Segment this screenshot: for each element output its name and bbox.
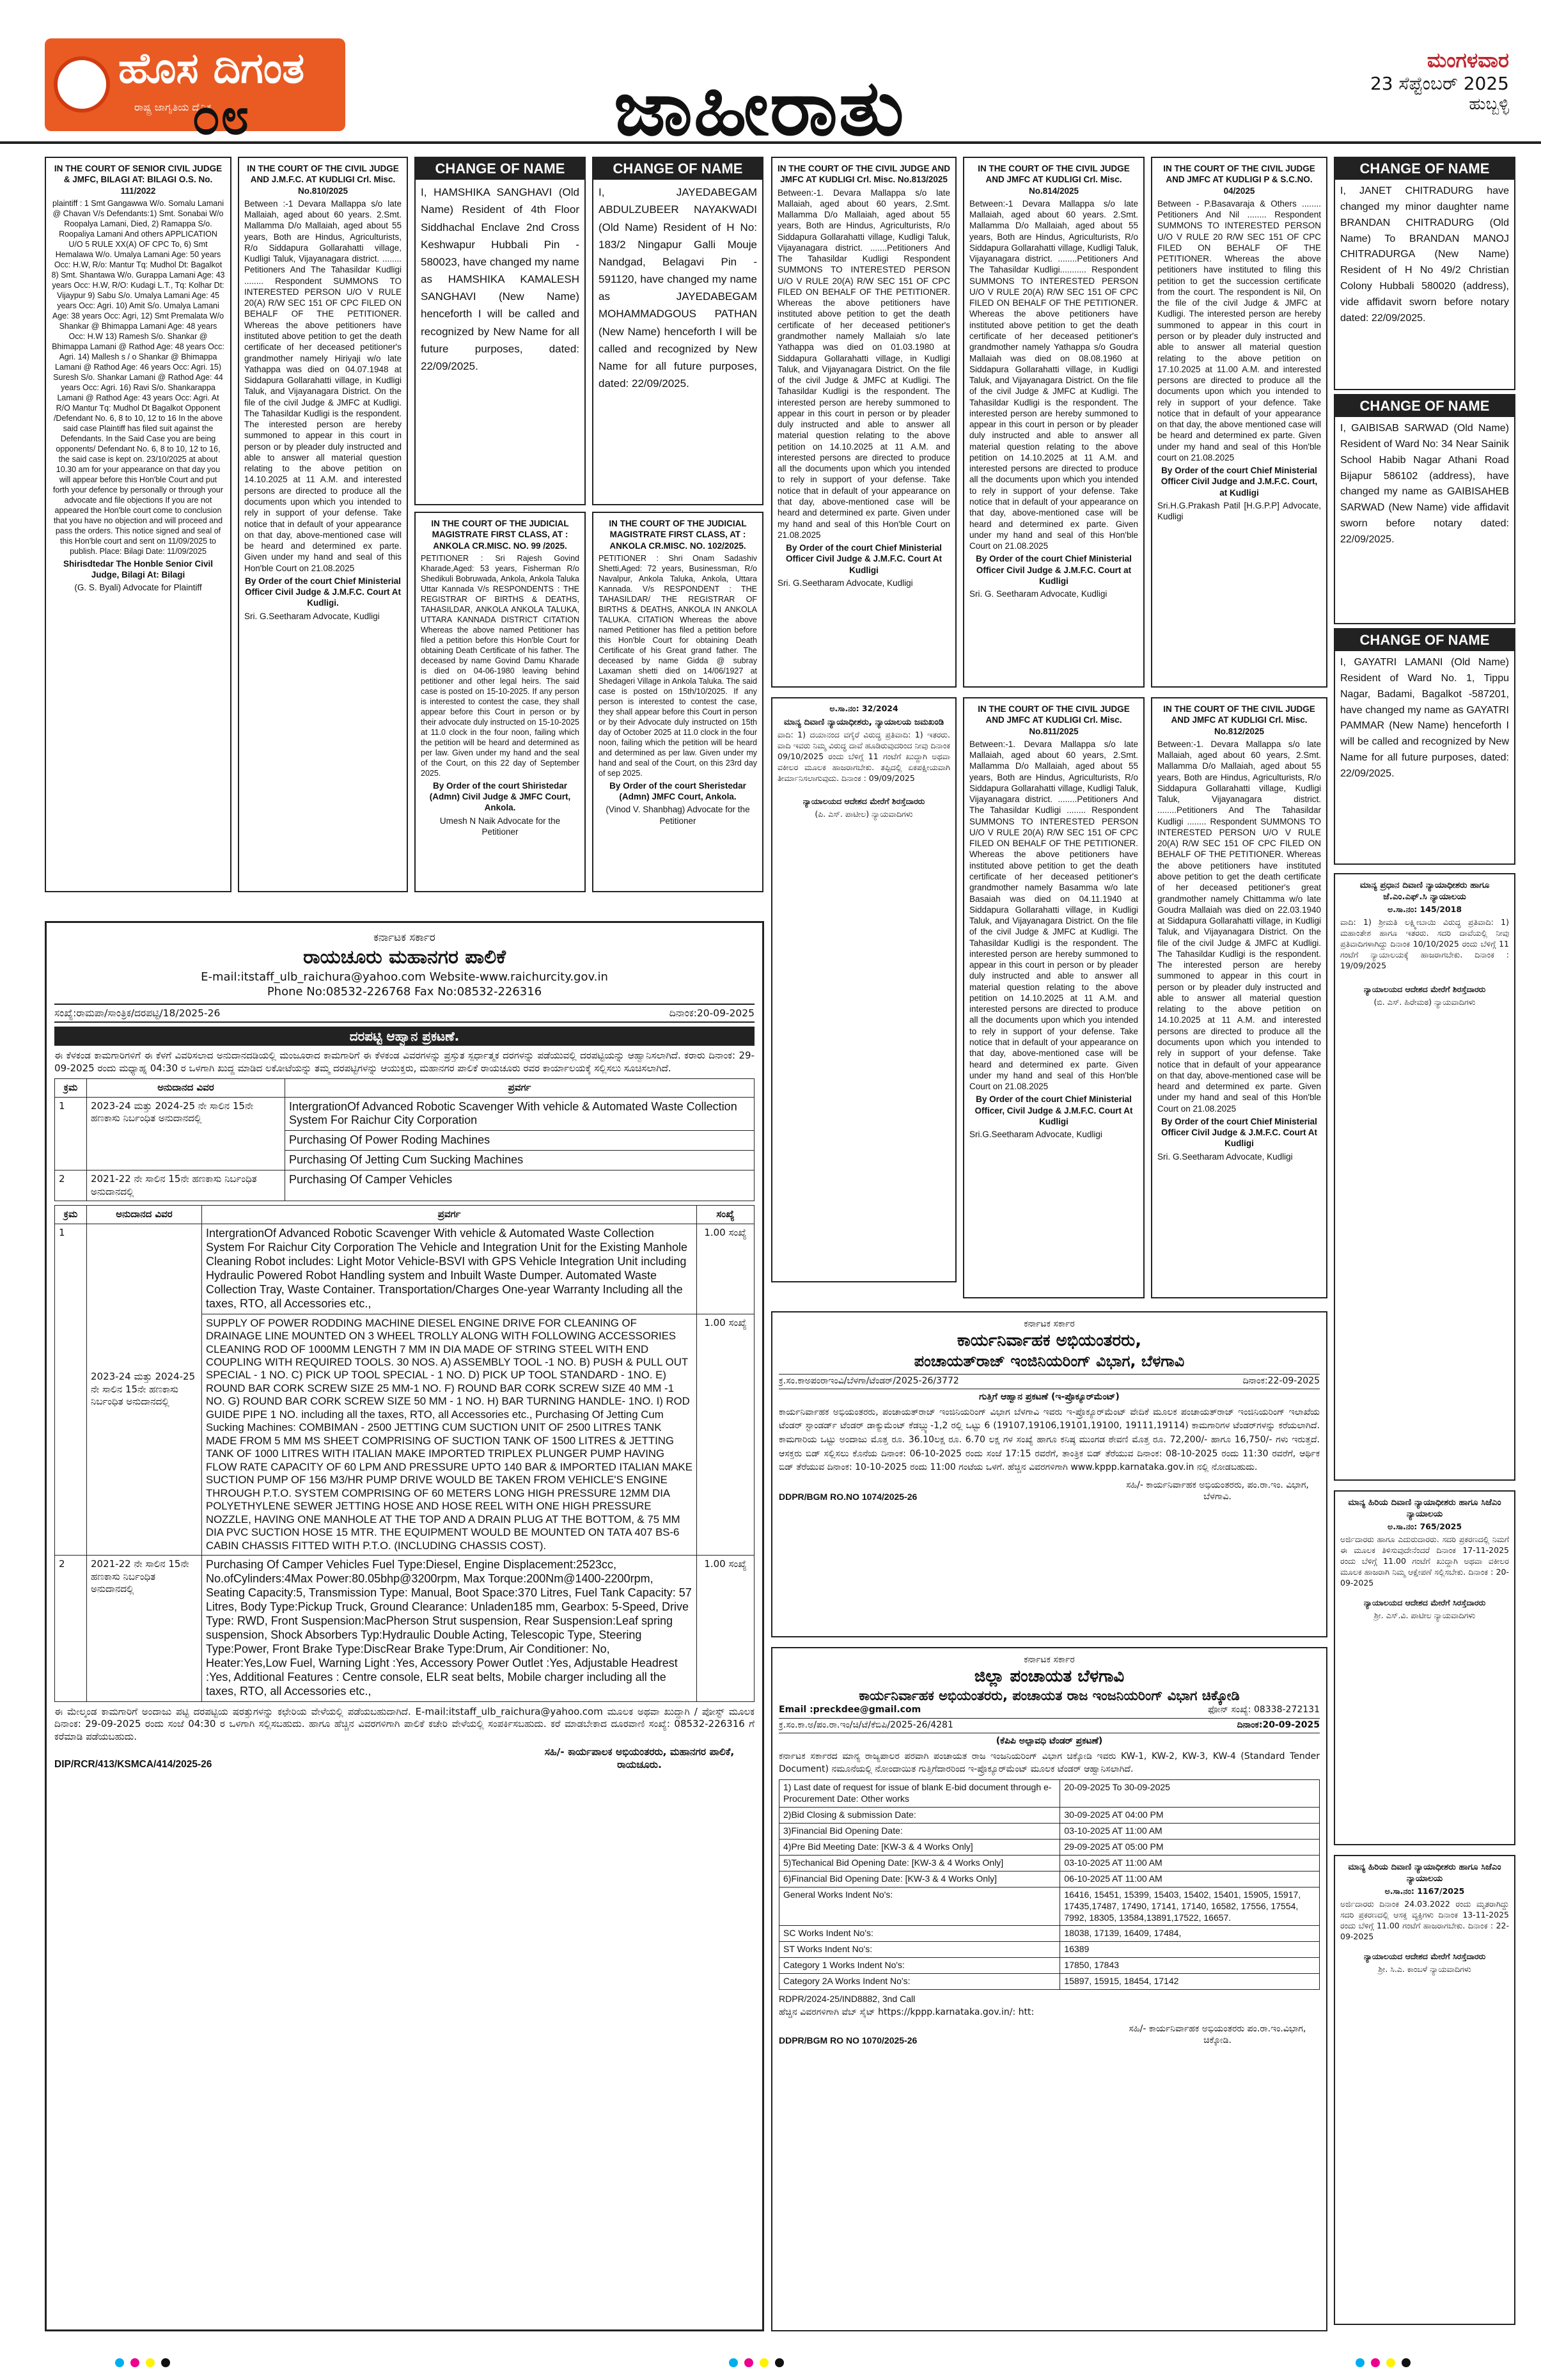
row-item: SUPPLY OF POWER RODDING MACHINE DIESEL ENGINE DRIVE FOR CLEANING OF DRAINAGE LINE MOUNTED ON 3 WHEEL TROLLY ALONG WITH FOLLOWING ACCESSORIES CLEANING ROD OF 1000MM LENGTH 7 MM IN DIA MADE OF STRING STEEL WITH END COUPLING WITH REQUIRED TOOLS. 30 NOS. A) ASSEMBLY TOOL -1 NO. B) PUSH & PULL OUT SPECIAL - 1 NO. C) PICK UP TOOL SPECIAL - 1 NO. D) PICK UP TOOL STANDARD - 1NO. E) ROUND BAR CORK SCREW SIZE 25 MM-1 NO. F) ROUND BAR CORK SCREW SIZE 40 MM -1 NO. G) ROUND BAR CORK SCREW SIZE 50 MM - 1 NO. H) BAR TURNING HANDLE- 1NO. I) ROD GUIDE PIPE 1 NO. including all the taxes, RTO, all Accessories etc., Purchasing Of Jetting Cum Sucking Machines: COMBIMAN - 2500 JETTING CUM SUCTION UNIT OF 2500 LITRES TANK MADE FROM 5 MM MS SHEET COMPRISING OF SUCTION TANK OF 1500 LITRES & JETTING TANK OF 1000 LITRES WITH ITALIAN MAKE IMPORTED TRIPLEX PLUNGER PUMP HAVING FLOW RATE CAPACITY OF 60 LPM AND PRESSURE UPTO 140 BAR & IMPORTED ITALIAN MAKE SUCTION PUMP OF 156 M3/HR PUMP DRIVE WOULD BE TAKEN FROM VEHICLE'S ENGINE THROUGH P.T.O. SYSTEM COMPRISING OF 60 METERS LONG HIGH PRESSURE 12MM DIA POLYETHYLENE SEWER JETTING HOSE AND HOSE REEL WITH ONE HIGH PRESSURE NOZZLE, HAVING ONE MANHOLE AT THE TOP AND A DRAIN PLUG AT THE BOTTOM, & 75 MM DIA PVC SUCTION HOSE 15 MTR. THE EQUIPMENT WOULD BE MOUNTED ON TATA 407 BS-6 CABIN CHASSIS FITTED WITH P.T.O. (INCLUDING CHASSIS COST). xyxy=(202,1314,697,1556)
col-header: ಅನುದಾನದ ವಿವರ xyxy=(87,1206,202,1224)
row-label: SC Works Indent No's: xyxy=(779,1926,1060,1942)
row-value: 15897, 15915, 18454, 17142 xyxy=(1060,1974,1320,1990)
table-row xyxy=(779,1974,1320,1990)
notice-kn-court-765 xyxy=(1334,1490,1515,1845)
notice-head: ಮಾನ್ಯ ಹಿರಿಯ ದಿವಾಣಿ ನ್ಯಾಯಾಧೀಶರು ಹಾಗೂ ಸಿಜೆಎಂ ನ್ಯಾಯಾಲಯ xyxy=(1348,1862,1501,1884)
row-qty: 1.00 ಸಂಖ್ಯೆ xyxy=(697,1314,755,1556)
notice-sign: ಸಹಿ/- ಕಾರ್ಯನಿರ್ವಾಹಕ ಅಭಿಯಂತರರು ಪಂ.ರಾ.ಇಂ.ವಿಭಾಗ, ಚಿಕ್ಕೋಡಿ. xyxy=(1129,2023,1306,2045)
notice-sign: ನ್ಯಾಯಾಲಯದ ಆದೇಶದ ಮೇರೆಗೆ ಸಿರಸ್ತೆದಾರರು xyxy=(1363,1597,1486,1607)
notice-body: ಕಾರ್ಯನಿರ್ವಾಹಕ ಅಭಿಯಂತರರು, ಪಂಚಾಯತ್‌ರಾಜ್ ಇಂಜಿನಿಯರಿಂಗ್ ವಿಭಾಗ ಬೆಳಗಾವಿ ಇವರು ಇ-ಪ್ರೊಕ್ಯೂರ್‌ಮೆಂಟ್ ವೇದಿಕೆ ಮೂಲಕ ಪಂಚಾಯತ್‌ರಾಜ್ ಇಂಜಿನಿಯರಿಂಗ್ ಇಲಾಖೆಯ ಟೆಂಡರ್ ಸ್ಟಾಂಡರ್ಡ್ ಟೆಂಡರ್ ಡಾಕ್ಯುಮೆಂಟ್ ಕೆಡಬ್ಲ್ಯು-1,2 ರಲ್ಲಿ ಒಟ್ಟು 6 (19107,19106,19101,19100, 19111,19114) ಕಾಮಗಾರಿಗಳ ಟೆಂಡರ್‌ಗಳನ್ನು ಕರೆಯಲಾಗಿದೆ. ಕಾಮಗಾರಿಯ ಒಟ್ಟು ಅಂದಾಜು ಮೊತ್ತ ರೂ. 36.10ಲಕ್ಷ ರೂ. 6.70 ಲಕ್ಷ ಗಳ ಸಂಖ್ಯೆ ಹಾಗೂ ಕನಿಷ್ಠ ಮುಂಗಡ ಠೇವಣಿ ಮೊತ್ತ ರೂ. 72,200/- ಹಾಗೂ 16,750/- ಗಳು ಇರುತ್ತದೆ. ಆಸಕ್ತರು ಬಿಡ್ ಸಲ್ಲಿಸಲು ಕೊನೆಯ ದಿನಾಂಕ: 06-10-2025 ರಂದು ಸಂಜೆ 17:15 ರವರೆಗೆ, ತಾಂತ್ರಿಕ ಬಿಡ್ ತೆರೆಯುವ ದಿನಾಂಕ: 08-10-2025 ರಂದು 11:30 ರವರೆಗೆ, ಆರ್ಥಿಕ ಬಿಡ್ ತೆರೆಯುವ ದಿನಾಂಕ: 10-10-2025 ರಂದು 11:00 ಗಂಟೆಯ ಒಳಗೆ. ಹೆಚ್ಚಿನ ವಿವರಗಳಿಗಾಗಿ www.kppp.karnataka.gov.in ನಲ್ಲಿ ನೋಡಬಹುದು. xyxy=(779,1407,1320,1473)
notice-body: PETITIONER : Sri Rajesh Govind Kharade,Aged: 53 years, Fisherman R/o Shedikuli Bobruwada, Ankola, Ankola Taluka Uttar Kannada V/s RESPONDENTS : THE REGISTRAR OF BIRTHS & DEATHS, TAHASILDAR, ANKOLA ANKOLA TALUKA, UTTARA KANNADA DISTRICT CITATION Whereas the above named Petitioner has filed a petition before this Hon'ble Court for obtaining Death Certificate of his father. The deceased by name Govind Damu Kharade is died on 04-06-1980 leaving behind petitioner and other legal heirs. The said case is posted on 15-10-2025. If any person is interested to contest the case, they shall appear before this Court in person or by their advocate duly instructed on 15-10-2025 at 11.0 clock in the four noon, failing which the petition will be heard and determined as per law. Given under my hand and the seal of the Court, on this 22 day of September 2025. xyxy=(421,553,579,778)
notice-body: I, GAYATRI LAMANI (Old Name) Resident of Ward No. 1, Tippu Nagar, Badami, Bagalkot -587201, have changed my name as GAYATRI PAMMAR (New Name) henceforth I will be called and recognized by New Name for all future purposes, dated: 22/09/2025. xyxy=(1340,657,1509,779)
notice-sign: By Order of the court Sheristedar (Admn) JMFC Court, Ankola. xyxy=(609,780,746,802)
notice-kudligi-psc-04 xyxy=(1151,157,1327,688)
org-subtitle: ಕಾರ್ಯನಿರ್ವಾಹಕ ಅಭಿಯಂತರರು, ಪಂಚಾಯತ ರಾಜ ಇಂಜನಿಯರಿಂಗ್ ವಿಭಾಗ ಚಿಕ್ಕೋಡಿ xyxy=(859,1688,1240,1704)
notice-head: IN THE COURT OF THE CIVIL JUDGE AND JMFC AT KUDLIGI Crl. Misc. No.812/2025 xyxy=(1163,704,1315,736)
notice-sign: By Order of the court Chief Ministerial Officer Civil Judge & J.M.F.C. Court At Kudligi xyxy=(1161,1116,1318,1149)
org-title: ಕಾರ್ಯನಿರ್ವಾಹಕ ಅಭಿಯಂತರರು, xyxy=(957,1330,1142,1350)
notice-body: ಕರ್ನಾಟಕ ಸರ್ಕಾರದ ಮಾನ್ಯ ರಾಜ್ಯಪಾಲರ ಪರವಾಗಿ ಪಂಚಾಯತ ರಾಜ ಇಂಜನಿಯರಿಂಗ್ ವಿಭಾಗ ಚಿಕ್ಕೋಡಿ ಇವರು KW-1, KW-2, KW-3, KW-4 (Standard Tender Document) ನಮೂನೆಯಲ್ಲಿ ನೋಂದಾಯಿತ ಗುತ್ತಿಗೆದಾರರಿಂದ ಇ-ಪ್ರೊಕ್ಯೂರ್‌ಮೆಂಟ್ ಮೂಲಕ ಟೆಂಡರ್ ಆಹ್ವಾನಿಸಲಾಗಿದೆ. xyxy=(779,1751,1320,1775)
notice-kudligi-812 xyxy=(1151,697,1327,1298)
notice-head: ಮಾನ್ಯ ದಿವಾಣಿ ನ್ಯಾಯಾಧೀಶರು, ನ್ಯಾಯಾಲಯ ಜಮಖಂಡಿ xyxy=(783,716,944,727)
magenta-dot-icon xyxy=(744,2358,753,2367)
tender-raichur-corporation xyxy=(45,921,764,2331)
table-row xyxy=(779,1887,1320,1926)
row-value: 29-09-2025 AT 05:00 PM xyxy=(1060,1839,1320,1855)
logo-emblem-icon xyxy=(54,56,110,113)
notice-bilagi-senior-civil xyxy=(45,157,231,892)
yellow-dot-icon xyxy=(146,2358,155,2367)
notice-sign: By Order of the court Chief Ministerial Officer, Civil Judge & J.M.F.C. Court At Kudligi xyxy=(974,1094,1133,1126)
section-title: ಜಾಹೀರಾತು xyxy=(614,64,905,153)
notice-advocate: (G. S. Byali) Advocate for Plaintiff xyxy=(74,583,202,593)
row-value: 18038, 17139, 16409, 17484, xyxy=(1060,1926,1320,1942)
ref-date: ದಿನಾಂಕ:20-09-2025 xyxy=(1237,1719,1320,1730)
notice-advocate: (Vinod V. Shanbhag) Advocate for the Petitioner xyxy=(606,805,750,826)
registration-marks xyxy=(1356,2358,1411,2367)
notice-footer: ಈ ಮೇಲ್ಕಂಡ ಕಾಮಗಾರಿಗೆ ಅಂದಾಜು ಪಟ್ಟಿ ದರಪಟ್ಟಿಯ ಷರತ್ತುಗಳನ್ನು ಕಛೇರಿಯ ವೇಳೆಯಲ್ಲಿ ಪಡೆಯಬಹುದಾಗಿದೆ. E-mail:itstaff_ulb_raichura@yahoo.com ಮೂಲಕ ಅಥವಾ ಖುದ್ದಾಗಿ / ಪೋಸ್ಟ್ ಮೂಲಕ ದಿನಾಂಕ: 29-09-2025 ರಂದು ಸಂಜೆ 04:30 ರ ಒಳಗಾಗಿ ಸಲ್ಲಿಸಬಹುದು. ಹಾಗೂ ಹೆಚ್ಚಿನ ವಿವರಗಳಿಗಾಗಿ ಪಾಲಿಕೆ ಕಚೇರಿ ವೇಳೆಯಲ್ಲಿ ಸಂಪರ್ಕಿಸಬಹುದು. ಕರೆ ಮಾಡಬೇಕಾದ ದೂರವಾಣಿ ಸಂಖ್ಯೆ: 08532-226316 ಗೆ ಕರೆಮಾಡಿ ಪಡೆಯಬಹುದು. xyxy=(54,1705,755,1742)
table-row xyxy=(55,1097,755,1131)
notice-label: CHANGE OF NAME xyxy=(593,158,762,180)
notice-head: IN THE COURT OF THE CIVIL JUDGE AND JMFC AT KUDLIGI Crl. Misc. No.811/2025 xyxy=(978,704,1130,736)
row-item: IntergrationOf Advanced Robotic Scavenger With vehicle & Automated Waste Collection System For Raichur City Corporation xyxy=(285,1097,755,1131)
notice-advocate: (ಬಿ. ಎಸ್. ಹಿರೇಮಠ) ನ್ಯಾಯವಾದಿಗಳು xyxy=(1373,997,1476,1007)
table-tender-dates xyxy=(779,1779,1320,1990)
row-no: 2 xyxy=(55,1170,87,1201)
notice-intro: ಈ ಕೆಳಕಂಡ ಕಾಮಗಾರಿಗಳಿಗೆ ಈ ಕೆಳಗೆ ವಿವರಿಸಲಾದ ಅನುದಾನದಡಿಯಲ್ಲಿ ಮಂಜೂರಾದ ಕಾಮಗಾರಿಗೆ ಈ ಕೆಳಕಂಡ ವಿವರಗಳನ್ನು ಪ್ರಸ್ತುತ ಸ್ಪರ್ಧಾತ್ಮಕ ದರಗಳನ್ನು ಪಡೆಯುವಲ್ಲಿ ದರಪಟ್ಟಿಯನ್ನು ಆಹ್ವಾನಿಸಲಾಗಿದೆ. ಕರಾರು ದಿನಾಂಕ: 29-09-2025 ರಂದು ಮಧ್ಯಾಹ್ನ 04:30 ರ ಒಳಗಾಗಿ ಖುದ್ದ ಮಾಡಿದ ಲಕೋಟೆಯನ್ನು ತಮ್ಮ ದರಪಟ್ಟಿಗಳನ್ನು ಆಯುಕ್ತರು, ಮಹಾನಗರ ಪಾಲಿಕೆ ರಾಯಚೂರು ರವರ ಕಾರ್ಯಾಲಯಕ್ಕೆ ಸಲ್ಲಿಸಲು ಸೂಚಿಸಲಾಗಿದೆ. xyxy=(54,1050,755,1074)
row-label: Category 2A Works Indent No's: xyxy=(779,1974,1060,1990)
dip-number: DDPR/BGM RO.NO 1074/2025-26 xyxy=(779,1492,918,1502)
cyan-dot-icon xyxy=(729,2358,738,2367)
ref-number: ಕ್ರ.ಸಂ.ಕಾ.ಅ/ಪಂ.ರಾ.ಇಂ/ಚಿ/ಟೆ/ಕೆಬಿಪಿ/2025-26/4281 xyxy=(779,1719,953,1730)
notice-head: IN THE COURT OF THE CIVIL JUDGE AND J.M.F.C. AT KUDLIGI Crl. Misc. No.810/2025 xyxy=(247,164,399,196)
city-label: ಹುಬ್ಬಳ್ಳಿ xyxy=(1469,95,1509,114)
row-grant: 2023-24 ಮತ್ತು 2024-25 ನೇ ಸಾಲಿನ 15ನೇ ಹಣಕಾಸು ನಿರ್ಬಂಧಿತ ಅನುದಾನದಲ್ಲಿ xyxy=(87,1224,202,1555)
col-header: ಸಂಖ್ಯೆ xyxy=(697,1206,755,1224)
notice-body: Between :-1 Devara Mallappa s/o late Mallaiah, aged about 60 years. 2.Smt. Mallamma D/o Mallaiah, aged about 55 years, Both are Hindus, Agriculturists, R/o Siddapura Gollarahatti village, Kudligi Taluk, Vijayanagara district. ........ Petitioners And The Tahasildar Kudligi ........ Respondent SUMMONS TO INTERESTED PERSON U/O V RULE 20(A) R/W SEC 151 OF CPC FILED ON BEHALF OF THE PETITIONER. Whereas the above petitioners have instituted above petition to get the death certificate of her deceased petitioner's grandmother namely Hiriyaji w/o late Yathappa was died on 04.07.1948 at Siddapura Gollarahatti village, in Kudligi Taluk, and Vijayanagara District. On the file of the civil Judge & JMFC at Kudligi. The Tahasildar Kudligi is the respondent. The interested person are hereby summoned to appear in this court in person or by pleader duly instructed and able to answer all material question relating to the above petition on 14.10.2025 at 11 A.M. and interested persons are directed to produce all the documents upon which you intended to rely in support of your defense. Take notice that in default of your appearance on that day, above-mentioned case will be heard and determined ex parte. Given under my hand and seal of this Hon'ble Court on 21.08.2025 xyxy=(244,198,402,573)
org-title: ರಾಯಚೂರು ಮಹಾನಗರ ಪಾಲಿಕೆ xyxy=(303,946,506,969)
gov-label: ಕರ್ನಾಟಕ ಸರ್ಕಾರ xyxy=(1024,1319,1075,1329)
notice-footer: ಹೆಚ್ಚಿನ ವಿವರಗಳಿಗಾಗಿ ವೆಬ್ ಸೈಟ್ https://kppp.karnataka.gov.in/: htt: xyxy=(779,2006,1035,2017)
col-header: ಅನುದಾನದ ವಿವರ xyxy=(87,1079,285,1098)
date-label: 23 ಸೆಪ್ಟೆಂಬರ್ 2025 xyxy=(1370,73,1509,94)
notice-advocate: Sri.H.G.Prakash Patil [H.G.P.P] Advocate, Kudligi xyxy=(1157,500,1321,522)
notice-head: IN THE COURT OF THE CIVIL JUDGE AND JMFC AT KUDLIGI P & S.C.NO. 04/2025 xyxy=(1163,164,1315,196)
row-label: General Works Indent No's: xyxy=(779,1887,1060,1926)
notice-ankola-102 xyxy=(592,512,763,892)
notice-body: Between - P.Basavaraja & Others ........ Petitioners And Nil ........ Respondent SUMMONS TO INTERESTED PERSON U/O V RULE 20 R/W SEC 151 OF CPC FILED ON BEHALF OF THE PETITIONER. Whereas the above petitioners have instituted to filing this petition to get the succession certificate from the court. The respondent is Nil, On the file of the civil Judge & JMFC at Kudligi. The interested person are hereby summoned to appear in this court in person or by pleader duly instructed and able to answer all material question relating to the above petition on 17.10.2025 at 11.00 A.M. and interested persons are directed to produce all the documents upon which you intended to rely in support of your defence. Take notice that in default of your appearance on that day, the above mentioned case will be heard and determined ex parte. Given under my hand and seal of this Hon'ble court on 21.08.2025 xyxy=(1157,198,1321,462)
notice-head: IN THE COURT OF THE CIVIL JUDGE AND JMFC AT KUDLIGI Crl. Misc. No.814/2025 xyxy=(978,164,1130,196)
table-row xyxy=(779,1942,1320,1958)
table-row xyxy=(55,1170,755,1201)
notice-body: Between:-1. Devara Mallappa s/o late Mallaiah, aged about 60 years, 2.Smt. Mallamma D/o Mallaiah, aged about 55 years, Both are Hindus, Agriculturists, R/o Siddapura Gollarahatti village, Kudligi Taluk, Vijayanagara district. ........Petitioners And The Tahasildar Kudligi ........ Respondent SUMMONS TO INTERESTED PERSON U/O V RULE 20(A) R/W SEC 151 OF CPC FILED ON BEHALF OF THE PETITIONER. Whereas the above petitioners have instituted above petition to get the death certificate of her deceased petitioner's great grandmother namely Chittamma w/o late Goudra Mallaiah was died on 22.03.1940 at Siddapura Gollarahatti village, in Kudligi Taluk, and Vijayanagara District. On the file of the civil Judge & JMFC at Kudligi. The Tahasildar Kudligi is the respondent. The interested person are hereby summoned to appear in this court in person or by pleader duly instructed and able to answer all material question relating to the above petition on 14.10.2025 at 11 A.M. and interested persons are directed to produce all the documents upon which you intended to rely in support of your defense. Take notice that in default of your appearance on that day, above-mentioned case will be heard and determined ex parte. Given under my hand and seal of this Hon'ble Court on 21.08.2025 xyxy=(1157,739,1321,1114)
notice-body: Between:-1 Devara Mallappa s/o late Mallaiah, aged about 60 years. 2.Smt. Mallamma D/o Mallaiah, aged about 55 years, Both are Hindus, Agriculturists, R/o Siddapura Gollarahatti village, Kudligi Taluk, Vijayanagara district. ........Petitioners And The Tahasildar Kudligi........... Respondent SUMMONS TO INTERESTED PERSON U/O V RULE 20(A) R/W SEC 151 OF CPC FILED ON BEHALF OF THE PETITIONER. Whereas the above petitioners have instituted above petition to get the death certificate of her deceased petitioner's grandmother namely Yathappa s/o Goudra Mallaiah was died on 08.08.1960 at Siddapura Gollarahatti village, in Kudligi Taluk, and Vijayanagara District. On the file of the civil Judge & JMFC at Kudligi. The Tahasildar Kudligi is the respondent. The interested person are hereby summoned to appear in this court in person or by pleader duly instructed and able to answer all material question relating to the above petition on 14.10.2025 at 11 A.M. and interested persons are directed to produce all the documents upon which you intended to rely in support of your defense. Take notice that in default of your appearance on that day, above-mentioned case will be heard and determined ex parte. Given under my hand and seal of this Hon'ble Court on 21.08.2025 xyxy=(969,198,1138,551)
table-row xyxy=(779,1855,1320,1871)
row-item: Purchasing Of Camper Vehicles xyxy=(285,1170,755,1201)
change-of-name-jayedabegam xyxy=(592,157,763,505)
notice-body: ವಾದಿ: 1) ಶ್ರೀಮತಿ ಲಕ್ಷ್ಮೀಬಾಯಿ ವಿರುದ್ಧ ಪ್ರತಿವಾದಿ: 1) ಮಹಾಂತೇಶ ಹಾಗೂ ಇತರರು. ಸದರಿ ದಾವೆಯಲ್ಲಿ ನೀವು ಪ್ರತಿವಾದಿಗಳಾಗಿದ್ದು ದಿನಾಂಕ 10/10/2025 ರಂದು ಬೆಳಿಗ್ಗೆ 11 ಗಂಟೆಗೆ ನ್ಯಾಯಾಲಯಕ್ಕೆ ಹಾಜರಾಗಬೇಕು. ದಿನಾಂಕ : 19/09/2025 xyxy=(1340,917,1509,970)
notice-advocate: ಶ್ರೀ. ಎಸ್.ವಿ. ಪಾಟೀಲ ನ್ಯಾಯವಾದಿಗಳು xyxy=(1373,1610,1476,1620)
magenta-dot-icon xyxy=(130,2358,139,2367)
org-title: ಜಿಲ್ಲಾ ಪಂಚಾಯತ ಬೆಳಗಾವಿ xyxy=(974,1666,1125,1686)
masthead xyxy=(0,0,1541,153)
org-subtitle: ಪಂಚಾಯತ್‌ರಾಜ್ ಇಂಜಿನಿಯರಿಂಗ್ ವಿಭಾಗ, ಬೆಳಗಾವಿ xyxy=(914,1352,1185,1371)
row-label: 6)Financial Bid Opening Date: [KW-3 & 4 Works Only] xyxy=(779,1871,1060,1887)
day-label: ಮಂಗಳವಾರ xyxy=(1427,48,1509,72)
notice-label: CHANGE OF NAME xyxy=(1335,395,1514,417)
org-email: Email :preckdee@gmail.com xyxy=(779,1705,921,1715)
notice-ankola-99 xyxy=(414,512,586,892)
notice-advocate: Sri. G.Seetharam Advocate, Kudligi xyxy=(1157,1151,1293,1162)
row-value: 03-10-2025 AT 11:00 AM xyxy=(1060,1824,1320,1840)
notice-head: ಮಾನ್ಯ ಹಿರಿಯ ದಿವಾಣಿ ನ್ಯಾಯಾಧೀಶರು ಹಾಗೂ ಸಿಜೆಎಂ ನ್ಯಾಯಾಲಯ xyxy=(1348,1497,1501,1520)
notice-jamakhandi-court xyxy=(771,697,957,1282)
col-header: ಕ್ರಮ xyxy=(55,1079,87,1098)
org-contact: E-mail:itstaff_ulb_raichura@yahoo.com Website-www.raichurcity.gov.in xyxy=(201,970,608,984)
notice-body: PETITIONER : Shri Onam Sadashiv Shetti,Aged: 72 years, Businessman, R/o Navalpur, Ankola Taluka, Ankola, Uttara Kannada. V/s RESPONDENT : THE TAHASILDAR/ THE REGISTRAR OF BIRTHS & DEATHS, ANKOLA IN ANKOLA TALUKA. CITATION Whereas the above named Petitioner has filed a petition before this Hon'ble Court for obtaining Death Certificate of his Great grand father. The deceased by name Gidda @ subray Laxaman shetti died on 14/06/1927 at Shedageri Village in Ankola Taluka. The said case is posted on 15th/10/2025. If any person is interested to contest the case, they shall appear before this Court in person or by their Advocate duly instructed on 15th day of October 2025 at 11.0 clock in the four noon, failing which the petition will be heard and determined as per law. Given under my hand and seal of the Court, on this 23rd day of sep 2025. xyxy=(598,553,757,778)
notice-sign: ಸಹಿ/- ಕಾರ್ಯಪಾಲಕ ಅಭಿಯಂತರರು, ಮಹಾನಗರ ಪಾಲಿಕೆ, ರಾಯಚೂರು. xyxy=(544,1746,735,1771)
notice-head: IN THE COURT OF THE JUDICIAL MAGISTRATE FIRST CLASS, AT : ANKOLA CR.MISC. NO. 102/2025. xyxy=(609,519,747,551)
row-item: Purchasing Of Jetting Cum Sucking Machines xyxy=(285,1151,755,1170)
notice-body: I, JANET CHITRADURG have changed my minor daughter name BRANDAN CHITRADURG (Old Name) To BRANDAN MANOJ CHITRADURGA (New Name) Resident of H No 49/2 Christian Colony Hubbali 580020 (address), vide affidavit sworn before notary dated: 22/09/2025. xyxy=(1340,185,1509,324)
tender-chikkodi-prd xyxy=(771,1647,1327,2331)
row-value: 06-10-2025 AT 11:00 AM xyxy=(1060,1871,1320,1887)
registration-marks xyxy=(729,2358,784,2367)
row-item: IntergrationOf Advanced Robotic Scavenger With vehicle & Automated Waste Collection System For Raichur City Corporation The Vehicle and Integration Unit for the Existing Manhole Cleaning Robot includes: Light Motor Vehicle-BSVI with GPS Vehicle Integration Unit including Hydraulic Powered Robot Handling system and Inbuilt Waste Dumper. Automated Waste Collection Tray, Waste Container. Transportation/Charges One-year Warranty Including all the taxes, RTO, all Accessories etc., xyxy=(202,1224,697,1314)
col-header: ಪ್ರವರ್ಗ xyxy=(285,1079,755,1098)
notice-head: IN THE COURT OF THE CIVIL JUDGE AND JMFC AT KUDLIGI Crl. Misc. No.813/2025 xyxy=(778,164,951,185)
notice-sign: By Order of the court Chief Ministerial Officer Civil Judge & J.M.F.C. Court at Kudligi xyxy=(976,554,1132,586)
gov-label: ಕರ್ನಾಟಕ ಸರ್ಕಾರ xyxy=(1024,1655,1075,1665)
table-row xyxy=(779,1839,1320,1855)
notice-body: ಅರ್ಜಿದಾರರು ಹಾಗೂ ಎದುರುದಾರರು. ಸದರಿ ಪ್ರಕರಣದಲ್ಲಿ ನಿಮಗೆ ಈ ಮೂಲಕ ತಿಳಿಸುವುದೇನೆಂದರೆ ದಿನಾಂಕ 17-11-2025 ರಂದು ಬೆಳಿಗ್ಗೆ 11.00 ಗಂಟೆಗೆ ಖುದ್ದಾಗಿ ಅಥವಾ ವಕೀಲರ ಮೂಲಕ ಹಾಜರಾಗಿ ನಿಮ್ಮ ಆಕ್ಷೇಪಣೆ ಸಲ್ಲಿಸಬೇಕು. ದಿನಾಂಕ : 20-09-2025 xyxy=(1340,1534,1509,1588)
row-value: 30-09-2025 AT 04:00 PM xyxy=(1060,1808,1320,1824)
notice-head: IN THE COURT OF SENIOR CIVIL JUDGE & JMFC, BILAGI AT: BILAGI O.S. No. 111/2022 xyxy=(54,164,223,196)
row-label: Category 1 Works Indent No's: xyxy=(779,1958,1060,1974)
notice-case-no: ಅ.ಸಾ.ನಂ: 145/2018 xyxy=(1387,904,1462,915)
row-value: 03-10-2025 AT 11:00 AM xyxy=(1060,1855,1320,1871)
notice-advocate: Umesh N Naik Advocate for the Petitioner xyxy=(439,816,561,837)
change-of-name-hamshika xyxy=(414,157,586,505)
notice-sign: By Order of the court Chief Ministerial Officer Civil Judge and J.M.F.C. Court, at Kudligi xyxy=(1161,466,1318,498)
notice-case-no: ಅ.ಸಾ.ನಂ: 32/2024 xyxy=(829,704,898,713)
notice-body: ಅರ್ಜಿದಾರರು ದಿನಾಂಕ 24.03.2022 ರಂದು ಮೃತರಾಗಿದ್ದು ಸದರಿ ಪ್ರಕರಣದಲ್ಲಿ ಆಸಕ್ತ ವ್ಯಕ್ತಿಗಳು ದಿನಾಂಕ 13-11-2025 ರಂದು ಬೆಳಿಗ್ಗೆ 11.00 ಗಂಟೆಗೆ ಹಾಜರಾಗಬೇಕು. ದಿನಾಂಕ : 22-09-2025 xyxy=(1340,1899,1509,1941)
row-qty: 1.00 ಸಂಖ್ಯೆ xyxy=(697,1556,755,1702)
tender-belagavi-prd xyxy=(771,1311,1327,1637)
notice-advocate: Sri.G.Seetharam Advocate, Kudligi xyxy=(969,1130,1102,1140)
row-no: 2 xyxy=(55,1556,87,1702)
row-value: 17850, 17843 xyxy=(1060,1958,1320,1974)
row-value: 20-09-2025 To 30-09-2025 xyxy=(1060,1780,1320,1808)
notice-kudligi-814 xyxy=(963,157,1145,688)
table-row xyxy=(55,1556,755,1702)
org-phone: Phone No:08532-226768 Fax No:08532-226316 xyxy=(267,985,542,999)
notice-sign: By Order of the court Chief Ministerial Officer Civil Judge & J.M.F.C. Court At Kudligi xyxy=(785,543,943,575)
notice-sign: Shirisdtedar The Honble Senior Civil Judge, Bilagi At: Bilagi xyxy=(63,558,214,580)
notice-kudligi-810 xyxy=(238,157,408,892)
row-label: 5)Techanical Bid Opening Date: [KW-3 & 4 Works Only] xyxy=(779,1855,1060,1871)
table-row xyxy=(55,1224,755,1314)
table-row xyxy=(779,1871,1320,1887)
col-header: ಕ್ರಮ xyxy=(55,1206,87,1224)
table-items xyxy=(54,1205,755,1701)
yellow-dot-icon xyxy=(1386,2358,1395,2367)
change-of-name-gayatri xyxy=(1334,628,1515,865)
notice-advocate: ಶ್ರೀ. ಸಿ.ಎ. ಕಾಂಬಳೆ ನ್ಯಾಯವಾದಿಗಳು xyxy=(1378,1964,1471,1974)
row-no: 1 xyxy=(55,1224,87,1555)
row-grant: 2021-22 ನೇ ಸಾಲಿನ 15ನೇ ಹಣಕಾಸು ನಿರ್ಬಂಧಿತ ಅನುದಾನದಲ್ಲಿ xyxy=(87,1556,202,1702)
table-row xyxy=(779,1926,1320,1942)
ref-number: ಸಂಖ್ಯೆ:ರಾಮಪಾ/ಸಾಂತ್ರಿಕ/ದರಪಟ್ಟಿ/18/2025-26 xyxy=(54,1007,221,1019)
paper-tagline: ರಾಷ್ಟ್ರ ಜಾಗೃತಿಯ ದೈನಿಕ xyxy=(134,101,212,113)
notice-sign: By Order of the court Shiristedar (Admn) Civil Judge & JMFC Court, Ankola. xyxy=(429,780,571,813)
dip-number: DIP/RCR/413/KSMCA/414/2025-26 xyxy=(54,1759,212,1770)
row-label: 4)Pre Bid Meeting Date: [KW-3 & 4 Works Only] xyxy=(779,1839,1060,1855)
ref-date: ದಿನಾಂಕ:20-09-2025 xyxy=(669,1007,755,1019)
notice-title: ಗುತ್ತಿಗೆ ಆಹ್ವಾನ ಪ್ರಕಟಣೆ (ಇ-ಪ್ರೊಕ್ಯೂರ್‌ಮೆಂಟ್) xyxy=(979,1391,1120,1402)
row-grant: 2021-22 ನೇ ಸಾಲಿನ 15ನೇ ಹಣಕಾಸು ನಿರ್ಬಂಧಿತ ಅನುದಾನದಲ್ಲಿ xyxy=(87,1170,285,1201)
notice-sign: By Order of the court Chief Ministerial Officer Civil Judge & J.M.F.C. Court At Kudligi. xyxy=(244,576,402,608)
change-of-name-janet xyxy=(1334,157,1515,390)
row-value: 16389 xyxy=(1060,1942,1320,1958)
table-row xyxy=(779,1824,1320,1840)
row-value: 16416, 15451, 15399, 15403, 15402, 15401, 15905, 15917, 17435,17487, 17490, 17141, 17140, 16582, 17556, 17554, 7992, 18305, 13584,13891,17522, 16657. xyxy=(1060,1887,1320,1926)
black-dot-icon xyxy=(1402,2358,1411,2367)
notice-case-no: ಅ.ಸಾ.ನಂ: 765/2025 xyxy=(1387,1522,1462,1532)
notice-head: ಮಾನ್ಯ ಪ್ರಧಾನ ದಿವಾಣಿ ನ್ಯಾಯಾಧೀಶರು ಹಾಗೂ ಜೆ.ಎಂ.ಎಫ್.ಸಿ ನ್ಯಾಯಾಲಯ xyxy=(1359,880,1490,902)
row-label: 3)Financial Bid Opening Date: xyxy=(779,1824,1060,1840)
notice-body: Between:-1. Devara Mallappa s/o late Mallaiah, aged about 60 years, 2.Smt. Mallamma D/o Mallaiah, aged about 55 years, Both are Hindus, Agriculturists, R/o Siddapura Gollarahatti village, Kudligi Taluk, Vijayanagara district. ........Petitioners And The Tahasildar Kudligi ........ Respondent SUMMONS TO INTERESTED PERSON U/O V RULE 20(A) R/W SEC 151 OF CPC FILED ON BEHALF OF THE PETITIONER. Whereas the above petitioners have instituted above petition to get the death certificate of her deceased petitioner's grandmother namely Basamma w/o late Basaiah was died on 04.11.1940 at Siddapura Gollarahatti village, in Kudligi Taluk, and Vijayanagara District. On the file of the civil Judge & JMFC at Kudligi. The Tahasildar Kudligi is the respondent. The interested person are hereby summoned to appear in this court in person or by pleader duly instructed and able to answer all material question relating to the above petition on 14.10.2025 at 11 A.M. and interested persons are directed to produce all the documents upon which you intended to rely in support of your defense. Take notice that in default of your appearance on that day, above-mentioned case will be heard and determined ex parte. Given under my hand and seal of this Hon'ble Court on 21.08.2025 xyxy=(969,739,1138,1092)
table-grants xyxy=(54,1078,755,1201)
notice-title: (ಕೆಪಿಪಿ ಅಲ್ಪಾವಧಿ ಟೆಂಡರ್ ಪ್ರಕಟಣೆ) xyxy=(996,1735,1103,1746)
row-label: 1) Last date of request for issue of blank E-bid document through e-Procurement Date: Other works xyxy=(779,1780,1060,1808)
row-no: 1 xyxy=(55,1097,87,1170)
dip-number: DDPR/BGM RO NO 1070/2025-26 xyxy=(779,2035,918,2045)
notice-case-no: ಅ.ಸಾ.ನಂ: 1167/2025 xyxy=(1384,1886,1465,1896)
col-header: ಪ್ರವರ್ಗ xyxy=(202,1206,697,1224)
org-phone: ಫೋನ್ ಸಂಖ್ಯೆ: 08338-272131 xyxy=(1208,1705,1320,1715)
notice-body: plaintiff : 1 Smt Gangawwa W/o. Somalu Lamani @ Chavan V/s Defendants:1) Smt. Sonabai W/o Roopalya Lamani, Died, 2) Ramappa S/o. Roopaliya Lamani And others APPLICATION U/O 5 RULE XX(A) OF CPC To, 6) Smt Hemalawa W/o. Umalya Lamani Age: 50 years Occ: H.W, R/o: Mantur Tq: Mudhol Dt: Bagalkot 8) Smt. Shantawa W/o. Gurappa Lamani Age: 43 years Occ: H.W, R/O: Kudagi L.T., Tq: Kolhar Dt: Vijaypur 9) Sabu S/o. Umalya Lamani Age: 45 years Occ: Agri. 10) Amit S/o. Umalya Lamani Age: 38 years Occ: Agri, 12) Smt Premalata W/o Shankar @ Bhimappa Lamani Age: 48 years Occ: H.W 13) Ramesh S/o. Shankar @ Bhimappa Lamani @ Rathod Age: 48 years Occ: Agri. 14) Mallesh s / o Shankar @ Bhimappa Lamani @ Rathod Age: 46 years Occ: Agri. 15) Suresh S/o. Shankar Lamani @ Rathod Age: 44 years Occ: Agri. 16) Ravi S/o. Shankarappa Lamani @ Rathod Age: 43 years Occ: Agri. At R/O Mantur Tq: Mudhol Dt Bagalkot Opponent /Defendant No. 6, 8 to 10, 12 to 16 In the above said case Plaintiff has filed suit against the Defendants. In the Said Case you are being opponents/ Defendant No. 6, 8 to 10, 12 to 16, the said case is kept on. 23/10/2025 at about 10.30 am for your appearance on that day you will appear before this Hon'ble Court and put forth your defence by personally or through your advocate and file objections If you are not appeared the Hon'ble court come to conclusion that you have no objection and will proceed and pass the orders. This notice signed and seal of this Hon'ble court and sent on 11/09/2025 to publish. Place: Bilagi Date: 11/09/2025 xyxy=(51,198,225,556)
gov-label: ಕರ್ನಾಟಕ ಸರ್ಕಾರ xyxy=(373,931,435,944)
rdpr-number: RDPR/2024-25/IND8882, 3nd Call xyxy=(779,1994,916,2005)
notice-body: ವಾದಿ: 1) ದಯಾನಂದ ವಗೈರೆ ವಿರುದ್ಧ ಪ್ರತಿವಾದಿ: 1) ಇತರರು. ವಾದಿ ಇವರು ನಿಮ್ಮ ವಿರುದ್ಧ ದಾವೆ ಹೂಡಿರುವುದರಿಂದ ನೀವು ದಿನಾಂಕ 09/10/2025 ರಂದು ಬೆಳಿಗ್ಗೆ 11 ಗಂಟೆಗೆ ಖುದ್ದಾಗಿ ಅಥವಾ ವಕೀಲರ ಮೂಲಕ ಹಾಜರಾಗಬೇಕು. ತಪ್ಪಿದಲ್ಲಿ ಏಕಪಕ್ಷೀಯವಾಗಿ ತೀರ್ಮಾನಿಸಲಾಗುವುದು. ದಿನಾಂಕ : 09/09/2025 xyxy=(778,730,950,783)
yellow-dot-icon xyxy=(760,2358,769,2367)
black-dot-icon xyxy=(161,2358,170,2367)
notice-label: CHANGE OF NAME xyxy=(416,158,584,180)
notice-sign: ನ್ಯಾಯಾಲಯದ ಆದೇಶದ ಮೇರೆಗೆ ಶಿರಸ್ತೆದಾರರು xyxy=(1363,984,1486,994)
cyan-dot-icon xyxy=(1356,2358,1365,2367)
notice-label: CHANGE OF NAME xyxy=(1335,158,1514,180)
row-item: Purchasing Of Camper Vehicles Fuel Type:Diesel, Engine Displacement:2523cc, No.ofCylinders:4Max Power:80.05bhp@3200rpm, Max Torque:200Nm@1400-2200rpm, Seating Capacity:5, Transmission Type: Manual, Boot Space:370 Litres, Fuel Tank Capacity: 57 Litres, Body Type:Pickup Truck, Ground Clearance: Unladen185 mm, Gearbox: 5-Speed, Drive Type: RWD, Front Suspension:MacPherson Strut suspension, Rear Suspension:Leaf spring suspension, Shock Absorbers Typ:Hydraulic Double Acting, Telescopic Type, Steering Type:Power, Front Brake Type:DiscRear Brake Type:Drum, Air Conditioner: No, Heater:Yes,Low Fuel, Warning Light :Yes, Accessory Power Outlet :Yes, Adjustable Headrest :Yes, Additional Features : Centre console, ELR seat belts, Mobile charger including all the taxes, RTO, all Accessories etc., xyxy=(202,1556,697,1702)
notice-kudligi-813 xyxy=(771,157,957,688)
notice-kn-court-1167 xyxy=(1334,1855,1515,2325)
change-of-name-gaibisab xyxy=(1334,394,1515,624)
magenta-dot-icon xyxy=(1371,2358,1380,2367)
notice-body: I, JAYEDABEGAM ABDULZUBEER NAYAKWADI (Old Name) Resident of H No: 183/2 Ningapur Galli Mouje Nandgad, Belagavi Pin - 591120, have changed my name as JAYEDABEGAM MOHAMMADGOUS PATHAN (New Name) henceforth I will be called and recognized by New Name for all future purposes, dated: 22/09/2025. xyxy=(598,186,757,390)
notice-sign: ನ್ಯಾಯಾಲಯದ ಆದೇಶದ ಮೇರೆಗೆ ಸಿರಸ್ತೆದಾರರು xyxy=(1363,1951,1486,1961)
table-row xyxy=(779,1808,1320,1824)
notice-body: Between:-1. Devara Mallappa s/o late Mallaiah, aged about 60 years, 2.Smt. Mallamma D/o Mallaiah, aged about 55 years, Both are Hindus, Agriculturists, R/o Siddapura Gollarahatti village, Kudligi Taluk, Vijayanagara district. .......Petitioners And The Tahasildar Kudligi Respondent SUMMONS TO INTERESTED PERSON U/O V RULE 20(A) R/W SEC 151 OF CPC FILED ON BEHALF OF THE PETITIONER. Whereas the above petitioners have instituted above petition to get the death certificate of her deceased petitioner's grandmother namely Mallaiah s/o late Yathappa was died on 01.03.1980 at Siddapura Gollarahatti village, in Kudligi Taluk, and Vijayanagara District. On the file of the civil Judge & JMFC at Kudligi. The Tahasildar Kudligi is the respondent. The interested person are hereby summoned to appear in this court in person or by pleader duly instructed and able to answer all material question relating to the above petition on 14.10.2025 at 11 A.M. and interested persons are directed to produce all the documents upon which you intended to rely in support of your defense. Take notice that in default of your appearance on that day, above-mentioned case will be heard and determined ex parte. Given under my hand and seal of this Hon'ble Court on 21.08.2025 xyxy=(778,187,950,540)
table-row xyxy=(779,1958,1320,1974)
notice-advocate: Sri. G.Seetharam Advocate, Kudligi xyxy=(778,578,913,588)
black-dot-icon xyxy=(775,2358,784,2367)
notice-kn-court-145 xyxy=(1334,873,1515,1481)
table-row xyxy=(779,1780,1320,1808)
row-item: Purchasing Of Power Roding Machines xyxy=(285,1131,755,1151)
notice-label: CHANGE OF NAME xyxy=(1335,629,1514,651)
cyan-dot-icon xyxy=(115,2358,124,2367)
notice-head: IN THE COURT OF THE JUDICIAL MAGISTRATE FIRST CLASS, AT : ANKOLA CR.MISC. NO. 99 /2025. xyxy=(431,519,569,551)
ref-number: ಕ್ರ.ಸಂ.ಕಾಅಪಂರಾಇಂವಿ/ಬೆಳಗಾ/ಟೆಂಡರ್/2025-26/3772 xyxy=(779,1375,959,1386)
row-label: 2)Bid Closing & submission Date: xyxy=(779,1808,1060,1824)
notice-advocate: Sri. G.Seetharam Advocate, Kudligi xyxy=(244,611,380,621)
date-block xyxy=(1266,48,1509,114)
notice-sign: ಸಹಿ/- ಕಾರ್ಯನಿರ್ವಾಹಕ ಅಭಿಯಂತರರು, ಪಂ.ರಾ.ಇಂ. ವಿಭಾಗ, ಬೆಳಗಾವಿ. xyxy=(1126,1480,1309,1502)
notice-advocate: (ಪಿ. ಎಸ್. ಪಾಟೀಲ) ನ್ಯಾಯವಾದಿಗಳು xyxy=(815,809,913,819)
registration-marks xyxy=(115,2358,170,2367)
notice-body: I, HAMSHIKA SANGHAVI (Old Name) Resident of 4th Floor Siddhachal Enclave 2nd Cross Keshwapur Hubbali Pin - 580023, have changed my name as HAMSHIKA KAMALESH SANGHAVI (New Name) henceforth I will be called and recognized by New Name for all future purposes, dated: 22/09/2025. xyxy=(421,186,579,373)
paper-name: ಹೊಸ ದಿಗಂತ xyxy=(118,43,305,93)
row-grant: 2023-24 ಮತ್ತು 2024-25 ನೇ ಸಾಲಿನ 15ನೇ ಹಣಕಾಸು ನಿರ್ಬಂಧಿತ ಅನುದಾನದಲ್ಲಿ xyxy=(87,1097,285,1170)
notice-kudligi-811 xyxy=(963,697,1145,1298)
notice-sign: ನ್ಯಾಯಾಲಯದ ಆದೇಶದ ಮೇರೆಗೆ ಶಿರಸ್ತೆದಾರರು xyxy=(802,796,925,807)
notice-advocate: Sri. G. Seetharam Advocate, Kudligi xyxy=(969,589,1107,599)
notice-body: I, GAIBISAB SARWAD (Old Name) Resident of Ward No: 34 Near Sainik School Habib Nagar Athani Road Bijapur 586102 (address), have changed my name as GAIBISAHEB SARWAD (New Name) vide affidavit sworn before notary dated: 22/09/2025. xyxy=(1340,423,1509,545)
notice-title: ದರಪಟ್ಟಿ ಆಹ್ವಾನ ಪ್ರಕಟಣೆ. xyxy=(54,1027,755,1046)
page-number: ೦೮ xyxy=(192,86,249,146)
row-qty: 1.00 ಸಂಖ್ಯೆ xyxy=(697,1224,755,1314)
row-label: ST Works Indent No's: xyxy=(779,1942,1060,1958)
ref-date: ದಿನಾಂಕ:22-09-2025 xyxy=(1242,1375,1320,1386)
